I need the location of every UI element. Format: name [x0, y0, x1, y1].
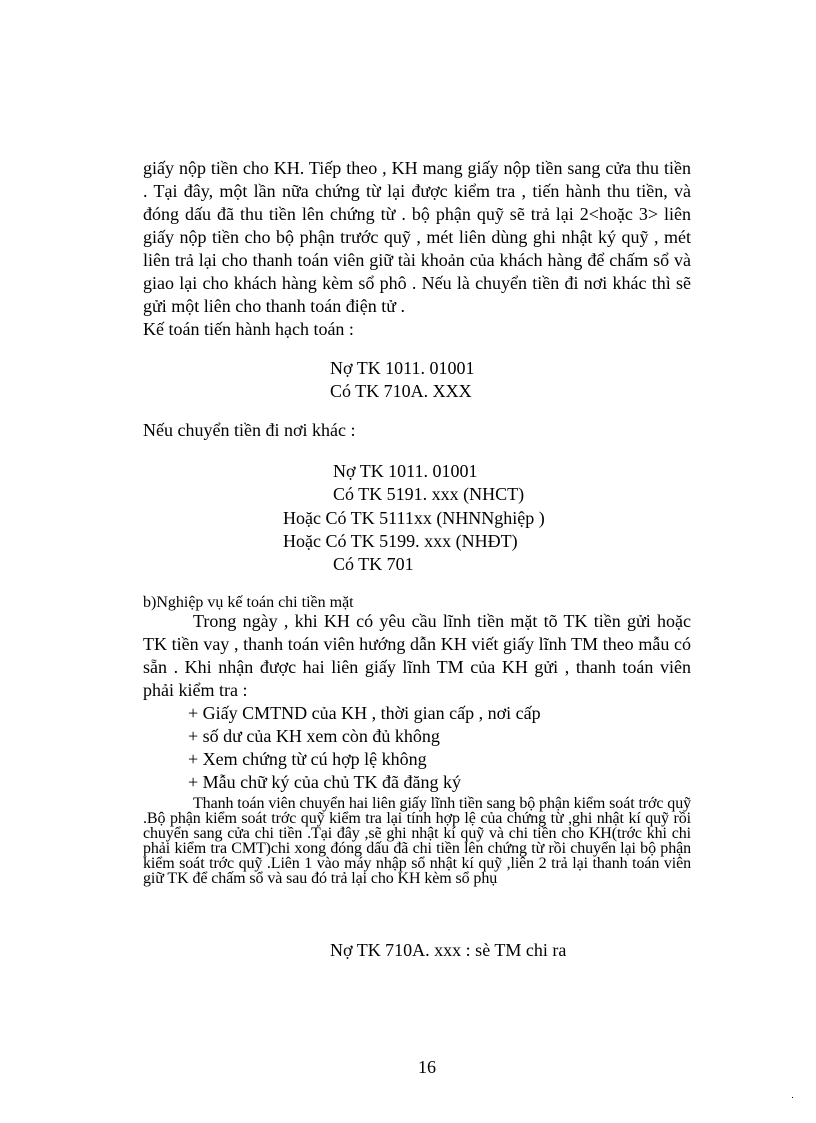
accounting-intro: Kế toán tiến hành hạch toán : [143, 319, 354, 339]
paragraph-withdrawal-process: Thanh toán viên chuyển hai liên giấy lĩnh tiền sang bộ phận kiểm soát trớc quỹ .Bộ phận kiểm soát trớc quỹ kiểm tra lại tính hợp lệ của chứng từ ,ghi nhật kí quỹ rồi chuyển sang cửa chi tiền .Tại đây ,sẽ ghi nhật kí quỹ và chi tiền cho KH(trớc khi chi phải kiểm tra CMT)chi xong đóng dấu đã chi tiền lên chứng từ rồi chuyển lại bộ phận kiểm soát trớc quỹ .Liên 1 vào máy nhập sổ nhật kí quỹ ,liên 2 trả lại thanh toán viên giữ TK để chấm sổ và sau đó trả lại cho KH kèm sổ phụ [143, 795, 691, 887]
paragraph-deposit-process: giấy nộp tiền cho KH. Tiếp theo , KH mang giấy nộp tiền sang cửa thu tiền . Tại đây, một lần nữa chứng từ lại được kiểm tra , tiến hành thu tiền, và đóng dấu đã thu tiền lên chứng từ . bộ phận quỹ sẽ trả lại 2<hoặc 3> liên giấy nộp tiền cho bộ phận trước quỹ , mét liên dùng ghi nhật ký quỹ , mét liên trả lại cho thanh toán viên giữ tài khoản của khách hàng để chấm sổ và giao lại cho khách hàng kèm sổ phô . Nếu là chuyển tiền đi nơi khác thì sẽ gửi một liên cho thanh toán điện tử . [143, 158, 691, 316]
checklist-item: + số dư của KH xem còn đủ không [188, 726, 440, 746]
page-number: 16 [418, 1057, 436, 1077]
transfer-intro: Nếu chuyển tiền đi nơi khác : [143, 420, 356, 440]
checklist-item: + Giấy CMTND của KH , thời gian cấp , nơi cấp [188, 703, 541, 723]
paragraph-withdrawal-intro: Trong ngày , khi KH có yêu cầu lĩnh tiền mặt tõ TK tiền gửi hoặc TK tiền vay , thanh toán viên hướng dẫn KH viết giấy lĩnh TM theo mẫu có sẵn . Khi nhận được hai liên giấy lĩnh TM của KH gửi , thanh toán viên phải kiểm tra : [143, 611, 691, 700]
entry1-credit: Có TK 710A. XXX [330, 381, 472, 401]
checklist-item: + Xem chứng từ cú hợp lệ không [188, 749, 427, 769]
entry2-credit-nhnn: Hoặc Có TK 5111xx (NHNNghiệp ) [283, 508, 545, 528]
entry1-debit: Nợ TK 1011. 01001 [330, 358, 475, 378]
entry2-credit-nhdt: Hoặc Có TK 5199. xxx (NHĐT) [283, 531, 518, 551]
crop-mark [792, 1097, 793, 1098]
entry2-credit-nhct: Có TK 5191. xxx (NHCT) [333, 484, 525, 504]
entry2-debit: Nợ TK 1011. 01001 [333, 461, 478, 481]
section-b-heading: b)Nghiệp vụ kế toán chi tiền mặt [143, 594, 354, 611]
entry2-credit-701: Có TK 701 [333, 554, 414, 574]
entry3-debit: Nợ TK 710A. xxx : sè TM chi ra [330, 940, 567, 960]
checklist-item: + Mẫu chữ ký của chủ TK đã đăng ký [188, 772, 462, 792]
